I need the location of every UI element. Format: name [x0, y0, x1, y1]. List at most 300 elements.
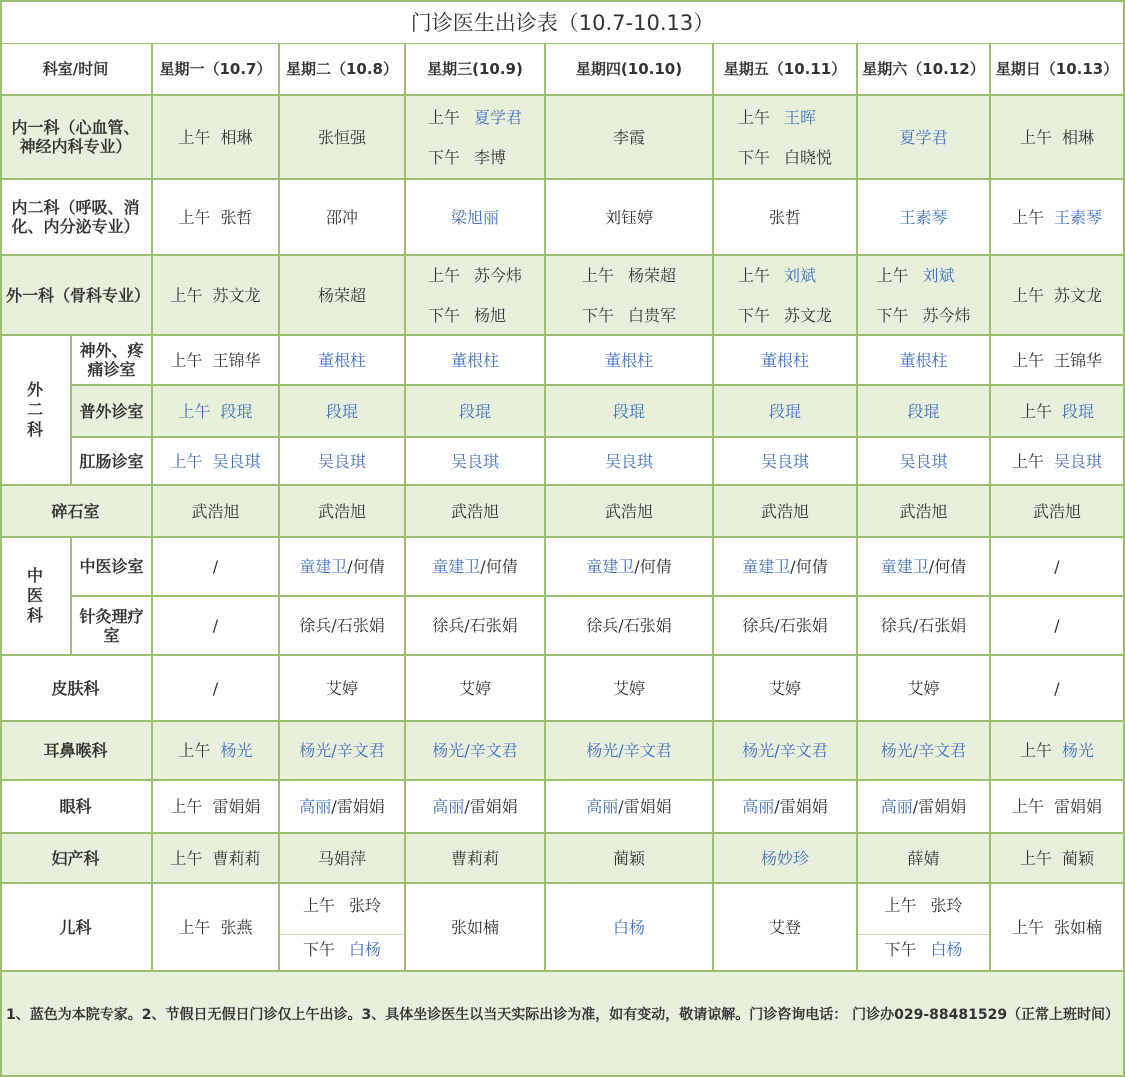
doctor-name: 董根柱 [604, 350, 653, 370]
dept-label [0, 722, 153, 781]
cell-content [318, 286, 366, 305]
header-day: 星期六（10.12） [858, 44, 991, 96]
doctor-name: 童建卫 [880, 557, 929, 576]
doctor-name: 杨光/辛文君 [742, 741, 828, 760]
shift-line [428, 255, 522, 295]
dept-label-text: 妇产科 [51, 848, 100, 868]
schedule-cell [280, 884, 406, 972]
schedule-cell [858, 96, 991, 180]
cell-content [451, 208, 499, 227]
doctor-name: 艾婷 [458, 678, 491, 698]
shift-line [303, 929, 381, 969]
doctor-name: 李霞 [612, 127, 645, 147]
doctor-name-secondary: /雷娟娟 [774, 797, 828, 816]
doctor-name: 白晓悦 [784, 147, 833, 167]
schedule-cell [280, 336, 406, 386]
doctor-name: 张哲 [768, 207, 801, 227]
shift-line [1020, 849, 1094, 868]
schedule-cell [546, 781, 714, 834]
cell-content [451, 849, 499, 868]
dept-label [0, 834, 153, 884]
schedule-cell [546, 656, 714, 722]
doctor-name: 雷娟娟 [212, 797, 261, 816]
cell-content [451, 502, 499, 521]
doctor-name: 夏学君 [474, 107, 523, 127]
shift-line [191, 502, 239, 521]
shift-line [178, 208, 252, 227]
shift-line [459, 402, 491, 421]
schedule-cell [991, 884, 1125, 972]
doctor-name: 李博 [474, 147, 507, 167]
doctor-name: 夏学君 [899, 127, 948, 147]
schedule-cell [280, 486, 406, 538]
shift-line [318, 502, 366, 521]
shift-line [899, 452, 947, 471]
doctor-name: / [1054, 557, 1060, 576]
cell-content [586, 741, 671, 760]
doctor-name: 苏文龙 [1054, 285, 1103, 305]
cell-content [738, 97, 832, 177]
schedule-cell [406, 386, 546, 438]
schedule-cell [991, 538, 1125, 597]
dept-label-text: 碎石室 [51, 501, 100, 521]
cell-content [605, 351, 653, 370]
shift-line [1054, 557, 1059, 576]
cell-content [761, 452, 809, 471]
schedule-cell [991, 597, 1125, 656]
schedule-cell [858, 256, 991, 336]
dept-label-text: 中医诊室 [79, 557, 144, 576]
dept-group-text: 中医科 [26, 566, 43, 625]
cell-content [613, 128, 645, 147]
schedule-cell [858, 722, 991, 781]
cell-content [907, 849, 939, 868]
doctor-name: 张如楠 [1054, 917, 1103, 937]
doctor-name: 张燕 [220, 917, 253, 937]
header-day: 星期四(10.10) [546, 44, 714, 96]
cell-content [586, 616, 671, 635]
schedule-cell [406, 96, 546, 180]
shift-line [769, 918, 801, 937]
schedule-cell [406, 256, 546, 336]
doctor-name: 王锦华 [1054, 350, 1103, 370]
schedule-cell [858, 180, 991, 256]
doctor-name: 张玲 [349, 895, 382, 915]
shift-line [1012, 918, 1102, 937]
cell-content [178, 918, 252, 937]
doctor-name: 苏文龙 [212, 285, 261, 305]
shift-line [326, 208, 358, 227]
header-day: 星期日（10.13） [991, 44, 1125, 96]
doctor-name: 白杨 [349, 939, 382, 959]
shift-line [613, 402, 645, 421]
doctor-name: 徐兵/石张娟 [586, 616, 672, 635]
shift-period: 上午 [427, 265, 460, 285]
cell-content [1012, 208, 1102, 227]
schedule-cell [991, 180, 1125, 256]
dept-label-text: 儿科 [59, 917, 92, 937]
shift-line [586, 797, 671, 816]
cell-content [326, 679, 358, 698]
shift-period: 上午 [737, 107, 770, 127]
schedule-cell [858, 597, 991, 656]
shift-line [881, 797, 966, 816]
doctor-name: 艾婷 [325, 678, 358, 698]
schedule-cell [546, 722, 714, 781]
shift-line [451, 502, 499, 521]
cell-content [1020, 849, 1094, 868]
doctor-name: 吴良琪 [760, 451, 809, 471]
shift-line [881, 557, 966, 576]
schedule-cell [280, 722, 406, 781]
doctor-name: 段琨 [768, 401, 801, 421]
cell-content [761, 351, 809, 370]
doctor-name: 曹莉莉 [212, 848, 261, 868]
doctor-name: 董根柱 [450, 350, 499, 370]
doctor-name-secondary: /雷娟娟 [618, 797, 672, 816]
shift-line [738, 137, 832, 177]
cell-content [451, 918, 499, 937]
schedule-cell [406, 781, 546, 834]
shift-line [1012, 351, 1102, 370]
cell-content [191, 502, 239, 521]
shift-line [1020, 402, 1094, 421]
cell-content [899, 208, 947, 227]
shift-line [884, 929, 962, 969]
shift-period: 下午 [876, 305, 909, 325]
schedule-cell [406, 438, 546, 486]
shift-line [881, 741, 966, 760]
shift-line [428, 295, 506, 335]
cell-content [1012, 452, 1102, 471]
cell-content [428, 97, 522, 177]
schedule-cell [406, 722, 546, 781]
shift-line [451, 452, 499, 471]
schedule-cell [991, 486, 1125, 538]
doctor-name: 邵冲 [325, 207, 358, 227]
header-day: 星期二（10.8） [280, 44, 406, 96]
cell-content [769, 402, 801, 421]
shift-line [432, 797, 517, 816]
cell-content [769, 918, 801, 937]
shift-period: 下午 [427, 147, 460, 167]
shift-period: 下午 [427, 305, 460, 325]
cell-content [881, 557, 966, 576]
doctor-name: 薛婧 [907, 848, 940, 868]
cell-content [170, 797, 260, 816]
shift-line [876, 295, 970, 335]
doctor-name: 苏今炜 [922, 305, 971, 325]
doctor-name-secondary: /雷娟娟 [912, 797, 967, 816]
schedule-cell [991, 834, 1125, 884]
dept-label-text: 普外诊室 [79, 401, 144, 421]
doctor-name: 吴良琪 [1054, 451, 1103, 471]
shift-line [1054, 616, 1059, 635]
dept-label [0, 884, 153, 972]
doctor-name: 王素琴 [1054, 207, 1103, 227]
schedule-cell [546, 486, 714, 538]
schedule-cell [858, 656, 991, 722]
dept-label [72, 336, 153, 386]
doctor-name: 杨光/辛文君 [432, 741, 518, 760]
doctor-name: 梁旭丽 [450, 207, 499, 227]
cell-content [899, 351, 947, 370]
doctor-name: 马娟萍 [317, 848, 366, 868]
dept-label [0, 180, 153, 256]
shift-line [213, 679, 218, 698]
doctor-name: 相琳 [220, 127, 253, 147]
shift-period: 上午 [1011, 285, 1044, 305]
cell-content [178, 128, 252, 147]
shift-period: 上午 [1019, 127, 1052, 147]
shift-period: 下午 [737, 147, 770, 167]
dept-label [72, 386, 153, 438]
schedule-cell [858, 884, 991, 972]
schedule-cell [546, 438, 714, 486]
schedule-cell [858, 336, 991, 386]
schedule-cell [406, 656, 546, 722]
shift-line [451, 918, 499, 937]
doctor-name: 苏今炜 [474, 265, 523, 285]
header-day: 星期三(10.9) [406, 44, 546, 96]
cell-content [1033, 502, 1081, 521]
cell-content [613, 849, 645, 868]
schedule-cell [153, 597, 280, 656]
schedule-cell [280, 597, 406, 656]
schedule-cell [546, 96, 714, 180]
dept-label-text: 神外、疼痛诊室 [79, 341, 144, 379]
cell-content [432, 616, 517, 635]
cell-content [178, 402, 252, 421]
shift-period: 上午 [1019, 401, 1052, 421]
cell-content [213, 616, 218, 635]
shift-line [1033, 502, 1081, 521]
cell-content [613, 918, 645, 937]
schedule-cell [153, 180, 280, 256]
shift-line [769, 679, 801, 698]
shift-line [738, 97, 816, 137]
doctor-name: / [212, 678, 219, 698]
shift-line [582, 255, 676, 295]
cell-content [899, 452, 947, 471]
schedule-cell [714, 96, 858, 180]
doctor-name: 张如楠 [450, 917, 499, 937]
shift-line [178, 402, 252, 421]
shift-line [326, 402, 358, 421]
doctor-name: 董根柱 [317, 350, 366, 370]
cell-content [318, 351, 366, 370]
cell-content [326, 402, 358, 421]
doctor-name: 刘斌 [922, 265, 955, 285]
shift-line [432, 741, 517, 760]
doctor-name: 武浩旭 [191, 501, 240, 521]
cell-content [761, 849, 809, 868]
doctor-name: 蔺颖 [612, 848, 645, 868]
shift-line [899, 208, 947, 227]
schedule-cell [406, 486, 546, 538]
schedule-cell [153, 722, 280, 781]
cell-content [1054, 616, 1059, 635]
cell-content [170, 351, 260, 370]
doctor-name: 武浩旭 [317, 501, 366, 521]
shift-line [318, 351, 366, 370]
dept-label-text: 内一科（心血管、神经内科专业） [11, 118, 140, 156]
cell-content [318, 849, 366, 868]
shift-line [761, 849, 809, 868]
shift-line [761, 452, 809, 471]
cell-content [742, 797, 827, 816]
doctor-name: 白贵军 [628, 305, 677, 325]
shift-line [303, 885, 381, 925]
shift-line [299, 797, 384, 816]
schedule-cell [153, 96, 280, 180]
shift-line [299, 616, 384, 635]
shift-period: 上午 [1011, 350, 1044, 370]
header-day: 星期一（10.7） [153, 44, 280, 96]
doctor-name: 武浩旭 [1032, 501, 1081, 521]
shift-line [178, 741, 252, 760]
doctor-name: 刘斌 [784, 265, 817, 285]
schedule-cell [714, 781, 858, 834]
doctor-name: / [212, 557, 219, 576]
cell-content [1020, 128, 1094, 147]
header-day: 星期五（10.11） [714, 44, 858, 96]
cell-content [899, 502, 947, 521]
cell-content [1012, 797, 1102, 816]
cell-content [876, 255, 970, 335]
shift-line [907, 679, 939, 698]
shift-line [876, 255, 954, 295]
cell-content [459, 679, 491, 698]
cell-content [582, 255, 676, 335]
shift-line [318, 849, 366, 868]
shift-line [899, 502, 947, 521]
shift-line [899, 128, 947, 147]
dept-group-text: 外二科 [26, 380, 43, 439]
doctor-name: 杨旭 [474, 305, 507, 325]
shift-period: 上午 [302, 895, 335, 915]
schedule-cell [406, 884, 546, 972]
doctor-name-secondary: /何倩 [928, 557, 967, 576]
doctor-name: 艾婷 [907, 678, 940, 698]
schedule-cell [714, 597, 858, 656]
shift-line [761, 502, 809, 521]
doctor-name: 王晖 [784, 107, 817, 127]
doctor-name: 段琨 [612, 401, 645, 421]
schedule-cell [714, 884, 858, 972]
dept-group-label [0, 538, 72, 656]
doctor-name: 张哲 [220, 207, 253, 227]
shift-line [613, 918, 645, 937]
page-title: 门诊医生出诊表（10.7-10.13） [0, 0, 1125, 44]
doctor-name: 段琨 [220, 401, 253, 421]
schedule-cell [406, 538, 546, 597]
shift-period: 上午 [178, 741, 211, 760]
doctor-name: / [212, 616, 219, 635]
schedule-cell [714, 656, 858, 722]
cell-content [605, 452, 653, 471]
shift-line [586, 741, 671, 760]
doctor-name: 高丽 [432, 797, 465, 816]
doctor-name: 段琨 [907, 401, 940, 421]
dept-label-text: 皮肤科 [51, 678, 100, 698]
schedule-cell [406, 180, 546, 256]
dept-group-label [0, 336, 72, 486]
shift-period: 上午 [170, 797, 203, 816]
shift-line [742, 741, 827, 760]
cell-content [769, 208, 801, 227]
doctor-name: 杨妙珍 [760, 848, 809, 868]
cell-content [1054, 679, 1059, 698]
shift-line [881, 616, 966, 635]
schedule-cell [153, 256, 280, 336]
shift-line [605, 351, 653, 370]
shift-line [451, 351, 499, 370]
doctor-name: 段琨 [1062, 401, 1095, 421]
shift-line [1054, 679, 1059, 698]
shift-period: 上午 [170, 848, 203, 868]
shift-period: 下午 [581, 305, 614, 325]
cell-content [170, 286, 260, 305]
doctor-name: 武浩旭 [450, 501, 499, 521]
cell-divider [280, 934, 404, 935]
schedule-cell [280, 96, 406, 180]
schedule-cell [153, 884, 280, 972]
schedule-cell [991, 336, 1125, 386]
cell-content [761, 502, 809, 521]
cell-content [170, 452, 260, 471]
cell-content [586, 797, 671, 816]
dept-label-text: 内二科（呼吸、消化、内分泌专业） [11, 198, 140, 236]
dept-label-text: 外一科（骨科专业） [6, 285, 151, 305]
cell-content [769, 679, 801, 698]
cell-content [428, 255, 522, 335]
schedule-cell [280, 438, 406, 486]
doctor-name: 童建卫 [742, 557, 791, 576]
doctor-name: 童建卫 [432, 557, 481, 576]
schedule-cell [858, 834, 991, 884]
dept-label [72, 597, 153, 656]
doctor-name: / [1054, 678, 1060, 698]
cell-content [1020, 741, 1094, 760]
shift-period: 上午 [178, 401, 211, 421]
cell-divider [858, 934, 989, 935]
shift-line [318, 452, 366, 471]
cell-content [451, 351, 499, 370]
doctor-name: 曹莉莉 [450, 848, 499, 868]
cell-content [742, 741, 827, 760]
cell-content [1012, 918, 1102, 937]
shift-line [1020, 128, 1094, 147]
schedule-cell [153, 781, 280, 834]
dept-label-text: 针灸理疗室 [79, 606, 144, 645]
shift-period: 下午 [302, 939, 335, 959]
shift-period: 上午 [170, 451, 203, 471]
dept-label [72, 438, 153, 486]
shift-period: 上午 [170, 285, 203, 305]
cell-content [299, 557, 384, 576]
shift-line [326, 679, 358, 698]
shift-line [769, 402, 801, 421]
schedule-cell [546, 180, 714, 256]
shift-line [761, 351, 809, 370]
cell-content [1020, 402, 1094, 421]
cell-content [613, 679, 645, 698]
shift-line [586, 557, 671, 576]
shift-period: 上午 [427, 107, 460, 127]
doctor-name: 杨荣超 [628, 265, 677, 285]
cell-content [318, 452, 366, 471]
